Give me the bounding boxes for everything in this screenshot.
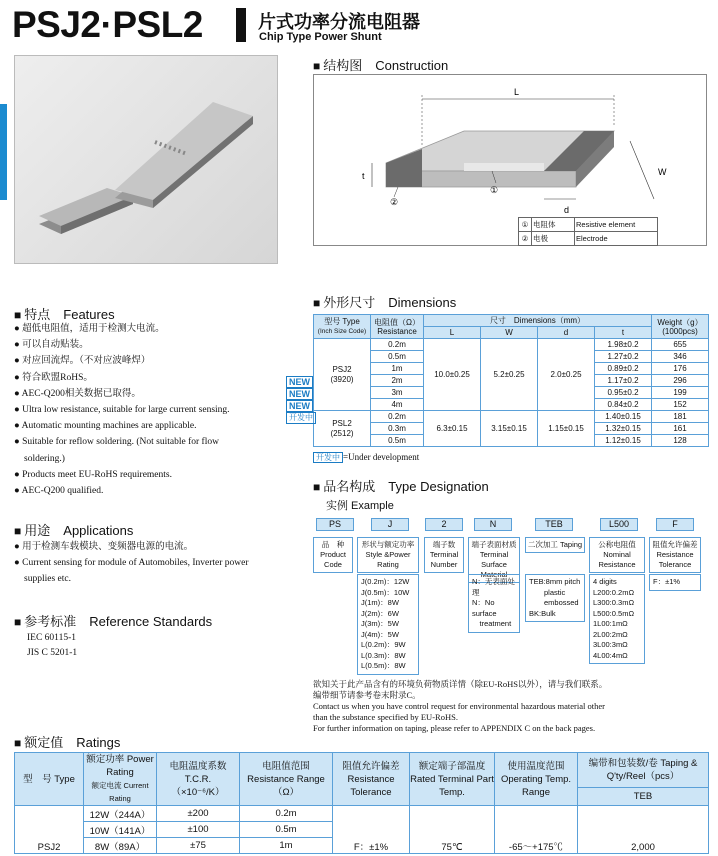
nominal-list: 4 digits L200:0.2mΩ L300:0.3mΩ L500:0.5mΩ 1L00:1mΩ 2L00:2mΩ 3L00:3mΩ 4L00:4mΩ [589, 574, 645, 664]
label-electrode: ② [390, 197, 399, 207]
label-t: t [362, 171, 365, 181]
side-tab [0, 104, 7, 200]
list-item: ● Suitable for reflow soldering. (Not suitable for flow [14, 437, 219, 448]
construction-legend [518, 217, 658, 246]
taping-list: TEB:8mm pitch plastic embossed BK:Bulk [525, 574, 585, 622]
label-L: L [514, 87, 520, 97]
table-row: 0.5m 1.27±0.2 346 [314, 351, 709, 363]
list-item: ● 符合欧盟RoHS。 [14, 372, 93, 383]
list-item: ● Automatic mounting machines are applicable. [14, 421, 197, 432]
list-item: soldering.) [24, 453, 65, 464]
label-nominal: 公称电阻值 Nominal Resistance [589, 537, 645, 573]
table-row: 0.3m 1.32±0.15 161 [314, 423, 709, 435]
designation-notes: 欲知关于此产品含有的环境负荷物质详情（除EU-RoHS以外），请与我们联系。 编带细节请参考卷末附录C。 Contact us when you have control request for environmental hazardous material other than the substance specified by EU-RoHS. For further information on taping, please refer to APPENDIX C on the back pages. [313, 679, 608, 733]
construction-heading: ■ 结构图 Construction [313, 58, 449, 73]
example-label: 实例 Example [326, 500, 394, 512]
legend-row: ① 电阻体 Resistive element [519, 218, 658, 232]
list-item: ● Products meet EU-RoHS requirements. [14, 469, 172, 480]
applications-heading: ■ 用途 Applications [14, 523, 134, 538]
code-style: J [371, 518, 409, 531]
table-row: 8W（89A） ±75 1m [15, 838, 709, 854]
table-row: 2m 1.17±0.2 296 [314, 375, 709, 387]
table-row: PSL2 (2512) 0.2m 6.3±0.15 3.15±0.15 1.15±0.15 1.40±0.15 181 [314, 411, 709, 423]
list-item: IEC 60115-1 [27, 633, 76, 643]
new-badge: NEW [286, 376, 313, 388]
dimensions-table: 型号 Type (Inch Size Code) 电阻值（Ω） Resistance 尺寸 Dimensions（mm） Weight（g） (1000pcs) L W d t PSJ2 (3920) 0.2m 10.0±0.25 5.2±0.25 2.0±0.25 1.98±0.2 655 0.5m 1.27±0.2 346 1m 0.89±0.2 176 2m 1.17±0.2 296 3m 0.95±0.2 199 4m 0.84±0.2 152 PSL2 (2512) 0.2m 6.3±0.15 3.15±0.15 1.15±0.15 1.40±0.15 181 0.3m 1.32±0.15 161 0.5m 1.12±0.15 128 [313, 314, 709, 447]
construction-diagram [313, 74, 707, 246]
list-item: ● AEC-Q200相关数据已取得。 [14, 388, 141, 399]
list-item: JIS C 5201-1 [27, 648, 78, 658]
dev-badge: 开发中 [286, 412, 316, 424]
standards-list [27, 631, 77, 661]
list-item: ● 可以自动贴装。 [14, 340, 89, 351]
new-badge: NEW [286, 388, 313, 400]
list-item: supplies etc. [24, 574, 71, 585]
product-photo [14, 55, 278, 264]
label-terminal: 端子数 Terminal Number [424, 537, 464, 573]
table-row: 1m 0.89±0.2 176 [314, 363, 709, 375]
label-product: 品 种 Product Code [313, 537, 353, 573]
applications-list [14, 539, 249, 588]
tolerance-list: F：±1% [649, 574, 701, 591]
label-style: 形状与额定功率 Style &Power Rating [357, 537, 419, 573]
legend-row: ② 电极 Electrode [519, 232, 658, 246]
code-surface: N [474, 518, 512, 531]
features-list [14, 321, 230, 499]
table-row: PSJ2 (3920) 0.2m 10.0±0.25 5.2±0.25 2.0±0.25 1.98±0.2 655 [314, 339, 709, 351]
dev-note: 开发中 =Under development [313, 452, 419, 463]
list-item: ● Ultra low resistance, suitable for large current sensing. [14, 405, 230, 416]
list-item: ● Current sensing for module of Automobiles, Inverter power [14, 558, 249, 569]
table-row: 4m 0.84±0.2 152 [314, 399, 709, 411]
title-english: Chip Type Power Shunt [259, 31, 382, 43]
label-d: d [564, 205, 570, 215]
label-tolerance: 阻值允许偏差 Resistance Tolerance [649, 537, 701, 573]
list-item: ● 超低电阻值，适用于检测大电流。 [14, 324, 165, 334]
code-taping: TEB [535, 518, 573, 531]
title-bar [236, 8, 246, 42]
features-heading: ■ 特点 Features [14, 307, 115, 322]
table-row: 10W（141A） ±100 0.5m [15, 822, 709, 838]
table-row: PSJ2 12W（244A） ±200 0.2m F：±1% 75℃ -65～+175℃ 2,000 [15, 806, 709, 822]
title-chinese: 片式功率分流电阻器 [258, 12, 420, 32]
code-tolerance: F [656, 518, 694, 531]
ratings-table: 型 号 Type 额定功率 Power Rating 额定电流 Current Rating 电阻温度系数 T.C.R. （×10⁻⁶/K） 电阻值范围 Resistance Range （Ω） 阻值允许偏差 Resistance Tolerance 额定端子部温度 Rated Terminal Part Temp. 使用温度范围 Operating Temp. Range 编带和包装数/卷 Taping & Q'ty/Reel（pcs） TEB PSJ2 12W（244A） ±200 0.2m F：±1% 75℃ -65～+175℃ 2,000 10W（141A） ±100 0.5m 8W（89A） ±75 1m [14, 752, 709, 854]
table-row: 3m 0.95±0.2 199 [314, 387, 709, 399]
list-item: ● 对应回流焊。（不对应波峰焊） [14, 356, 151, 367]
label-W: W [658, 167, 667, 177]
surface-list: N：无表面处理 N：No surface treatment [468, 574, 520, 633]
dimensions-heading: ■ 外形尺寸 Dimensions [313, 295, 457, 310]
page-title: PSJ2·PSL2 [12, 4, 203, 45]
code-nominal: L500 [600, 518, 638, 531]
designation-heading: ■ 品名构成 Type Designation [313, 479, 489, 494]
table-row: 0.5m 1.12±0.15 128 [314, 435, 709, 447]
list-item: ● 用于检测车载模块、变频器电源的电流。 [14, 542, 194, 552]
ratings-heading: ■ 额定值 Ratings [14, 735, 121, 750]
code-product: PS [316, 518, 354, 531]
new-badge: NEW [286, 400, 313, 412]
style-list: J(0.2m)：12W J(0.5m)：10W J(1m)：8W J(2m)：6W J(3m)：5W J(4m)：5W L(0.2m)：9W L(0.3m)：8W L(0.5m)：8W [357, 574, 419, 675]
label-taping: 二次加工 Taping [525, 537, 585, 553]
label-surface: 端子表面材质 Terminal Surface Material [468, 537, 520, 583]
list-item: ● AEC-Q200 qualified. [14, 486, 104, 497]
standards-heading: ■ 参考标准 Reference Standards [14, 614, 213, 629]
label-resistive: ① [490, 185, 499, 195]
code-terminal: 2 [425, 518, 463, 531]
